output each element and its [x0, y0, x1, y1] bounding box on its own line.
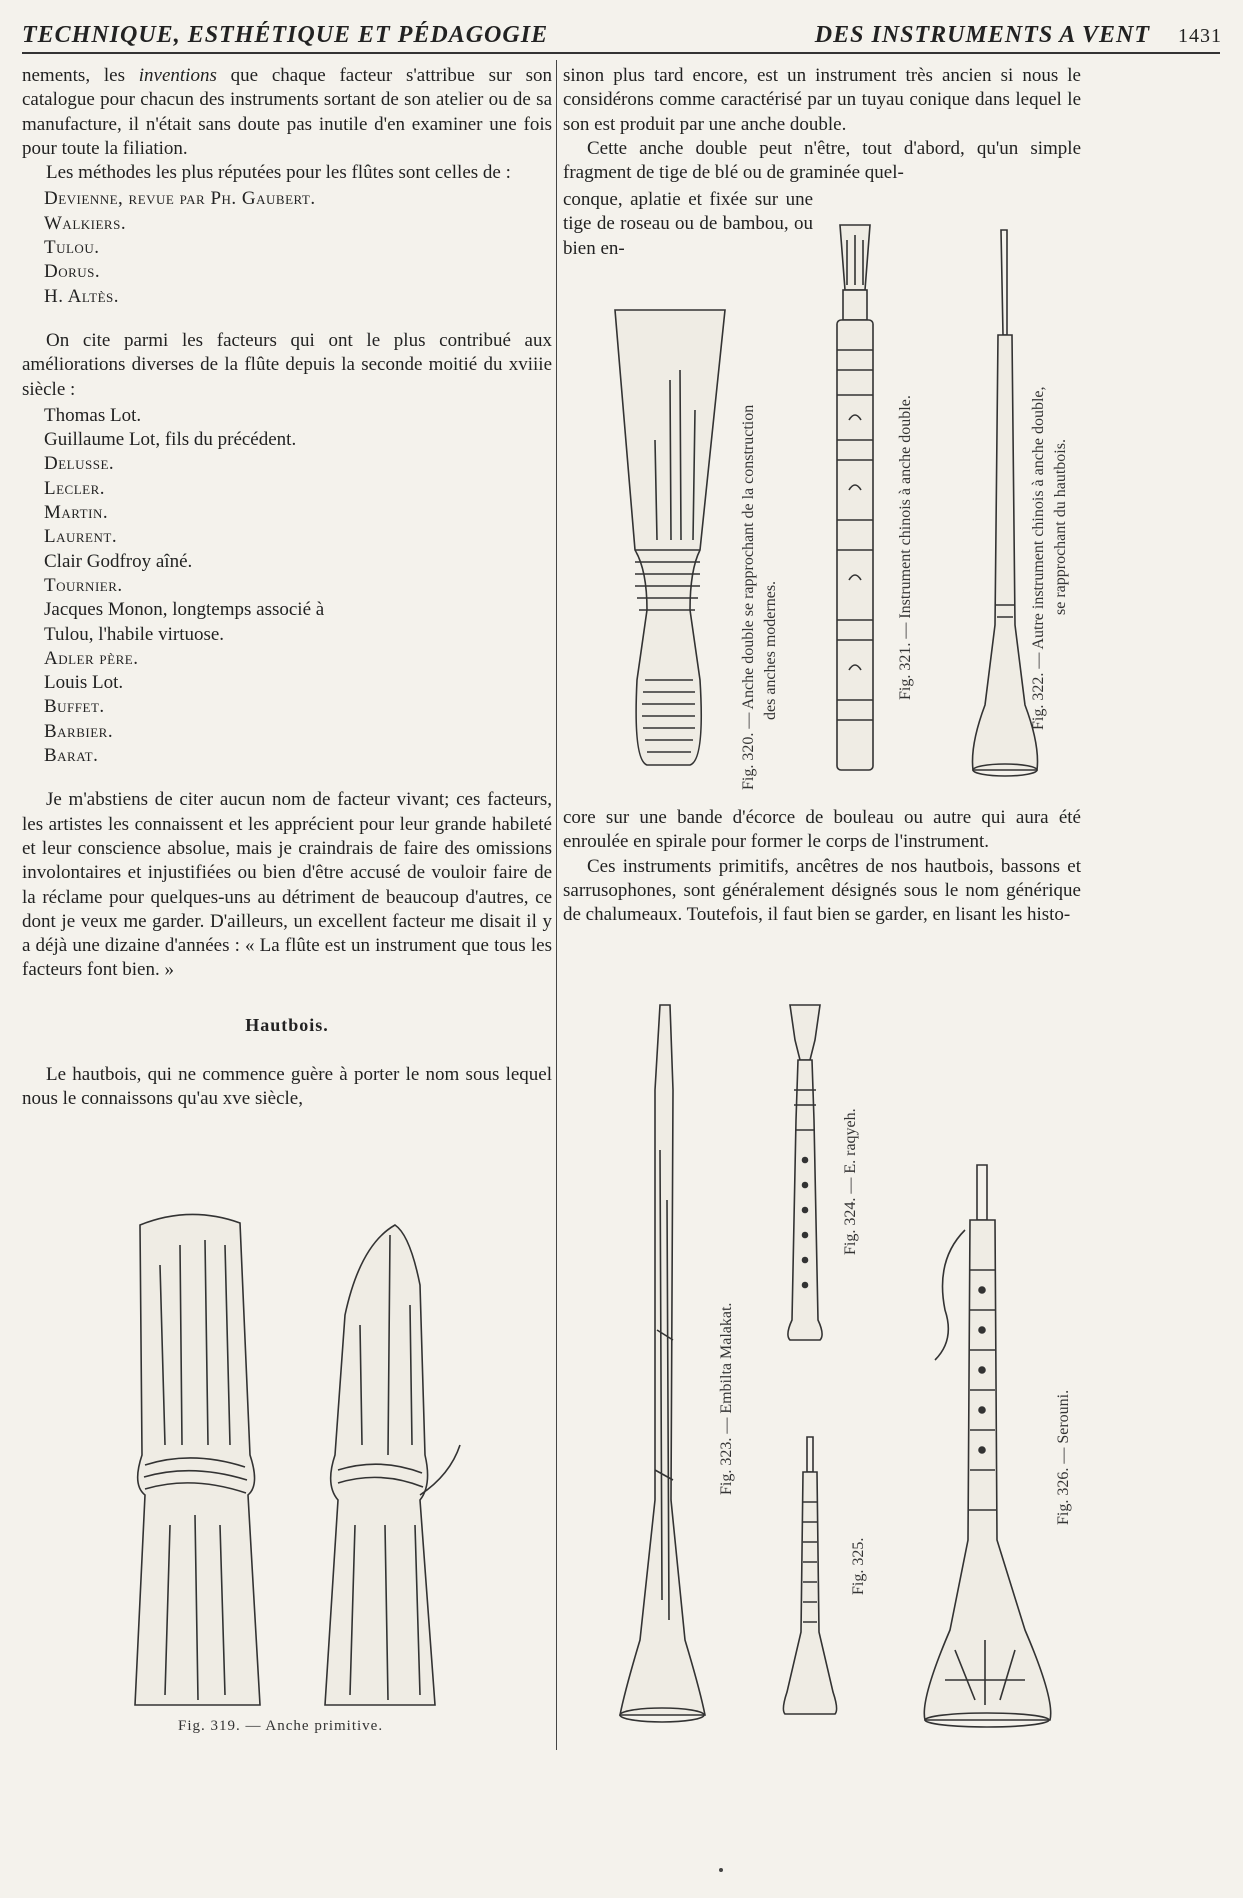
list-item: Guillaume Lot, fils du précédent.: [44, 429, 297, 451]
figure-326: [915, 1160, 1060, 1730]
figure-322-caption-2: se rapprochant du hautbois.: [1052, 439, 1069, 615]
list-item: Adler père.: [44, 647, 139, 669]
column-rule: [556, 60, 557, 1750]
figure-322-caption: Fig. 322. — Autre instrument chinois à anche double,: [1030, 386, 1047, 730]
paragraph: nements, les inventions que chaque facteur s'attribue sur son catalogue pour chacun des instruments sortant de son atelier ou de sa manufacture, il n'était sans doute pas inutile d'en examiner une fois pour toute la filiation.: [22, 65, 552, 159]
list-item: Dorus.: [44, 261, 101, 283]
paragraph: Cette anche double peut n'être, tout d'abord, qu'un simple fragment de tige de blé ou de graminée quel-: [563, 137, 1081, 184]
header-rule: [22, 52, 1220, 54]
figure-324-caption: Fig. 324. — E. raqyeh.: [842, 1108, 859, 1255]
right-column-wrap: [563, 188, 813, 261]
paragraph: Je m'abstiens de citer aucun nom de facteur vivant; ces facteurs, les artistes les connaissent et les apprécient pour leur grande habileté et leur conscience absolue, mais je craindrais de faire des omissions involontaires et injustifiées ou bien d'être accusé de vouloir faire de la réclame pour quelques-uns au détriment de beaucoup d'autres, ce dont je veux me garder. D'ailleurs, un excellent facteur me disait il y a déjà une dizaine d'années : « La flûte est un instrument que tous les facteurs font bien. »: [22, 789, 552, 981]
right-column-top: [563, 64, 1081, 185]
list-item: Barat.: [44, 745, 99, 767]
figure-325: [775, 1432, 845, 1722]
paragraph: conque, aplatie et fixée sur une tige de roseau ou de bambou, ou bien en-: [563, 189, 813, 259]
paragraph: Le hautbois, qui ne commence guère à porter le nom sous lequel nous le connaissons qu'au xve siècle,: [22, 1063, 552, 1110]
list-item: Laurent.: [44, 526, 118, 548]
section-title: Hautbois.: [245, 1014, 329, 1035]
page-number: 1431: [1178, 25, 1222, 47]
figure-320-caption: Fig. 320. — Anche double se rapprochant de la construction: [740, 404, 757, 790]
page-mark: [719, 1868, 723, 1872]
list-item: Devienne, revue par Ph. Gaubert.: [44, 188, 316, 210]
list-item: Louis Lot.: [44, 672, 124, 694]
list-item: Martin.: [44, 502, 109, 524]
figure-319-caption: Fig. 319. — Anche primitive.: [178, 1718, 384, 1734]
list-item: Barbier.: [44, 720, 114, 742]
list-item: Walkiers.: [44, 212, 127, 234]
figure-326-caption: Fig. 326. — Serouni.: [1055, 1389, 1072, 1525]
list-item: Lecler.: [44, 477, 106, 499]
makers-list: [44, 404, 552, 768]
header-right: DES INSTRUMENTS A VENT: [814, 22, 1150, 48]
paragraph: sinon plus tard encore, est un instrument très ancien si nous le considérons comme caractérisé par un tuyau conique dans lequel le son est produit par une anche double.: [563, 65, 1081, 135]
list-item: Tulou.: [44, 237, 100, 259]
methods-list: [44, 187, 552, 308]
list-item: Thomas Lot.: [44, 404, 142, 426]
list-item: Clair Godfroy aîné.: [44, 550, 193, 572]
paragraph: Les méthodes les plus réputées pour les flûtes sont celles de :: [46, 162, 511, 184]
left-column: [22, 64, 552, 1112]
figure-325-caption: Fig. 325.: [850, 1537, 867, 1595]
list-item: Jacques Monon, longtemps associé à: [44, 599, 325, 621]
header-left: TECHNIQUE, ESTHÉTIQUE ET PÉDAGOGIE: [22, 22, 549, 48]
running-header: [22, 16, 1222, 52]
list-item: Tournier.: [44, 574, 123, 596]
figure-320-caption-2: des anches modernes.: [762, 580, 779, 720]
figure-323: [615, 1000, 715, 1725]
figure-321-caption: Fig. 321. — Instrument chinois à anche double.: [897, 395, 914, 700]
list-item: Tulou, l'habile virtuose.: [44, 623, 225, 645]
list-item: Buffet.: [44, 696, 105, 718]
figure-321: [825, 220, 885, 780]
right-column-bottom: [563, 806, 1081, 927]
list-item: H. Altès.: [44, 285, 120, 307]
figure-323-caption: Fig. 323. — Embilta Malakat.: [718, 1302, 735, 1495]
paragraph: core sur une bande d'écorce de bouleau ou autre qui aura été enroulée en spirale pour former le corps de l'instrument.: [563, 807, 1081, 853]
paragraph: On cite parmi les facteurs qui ont le plus contribué aux améliorations diverses de la flûte depuis la seconde moitié du xviiie siècle :: [22, 329, 552, 400]
paragraph: Ces instruments primitifs, ancêtres de nos hautbois, bassons et sarrusophones, sont généralement désignés sous le nom générique de chalumeaux. Toutefois, il faut bien se garder, en lisant les histo-: [563, 855, 1081, 926]
figure-324: [770, 1000, 840, 1350]
list-item: Delusse.: [44, 453, 115, 475]
figure-320: [605, 300, 735, 780]
figure-319: [120, 1205, 480, 1710]
